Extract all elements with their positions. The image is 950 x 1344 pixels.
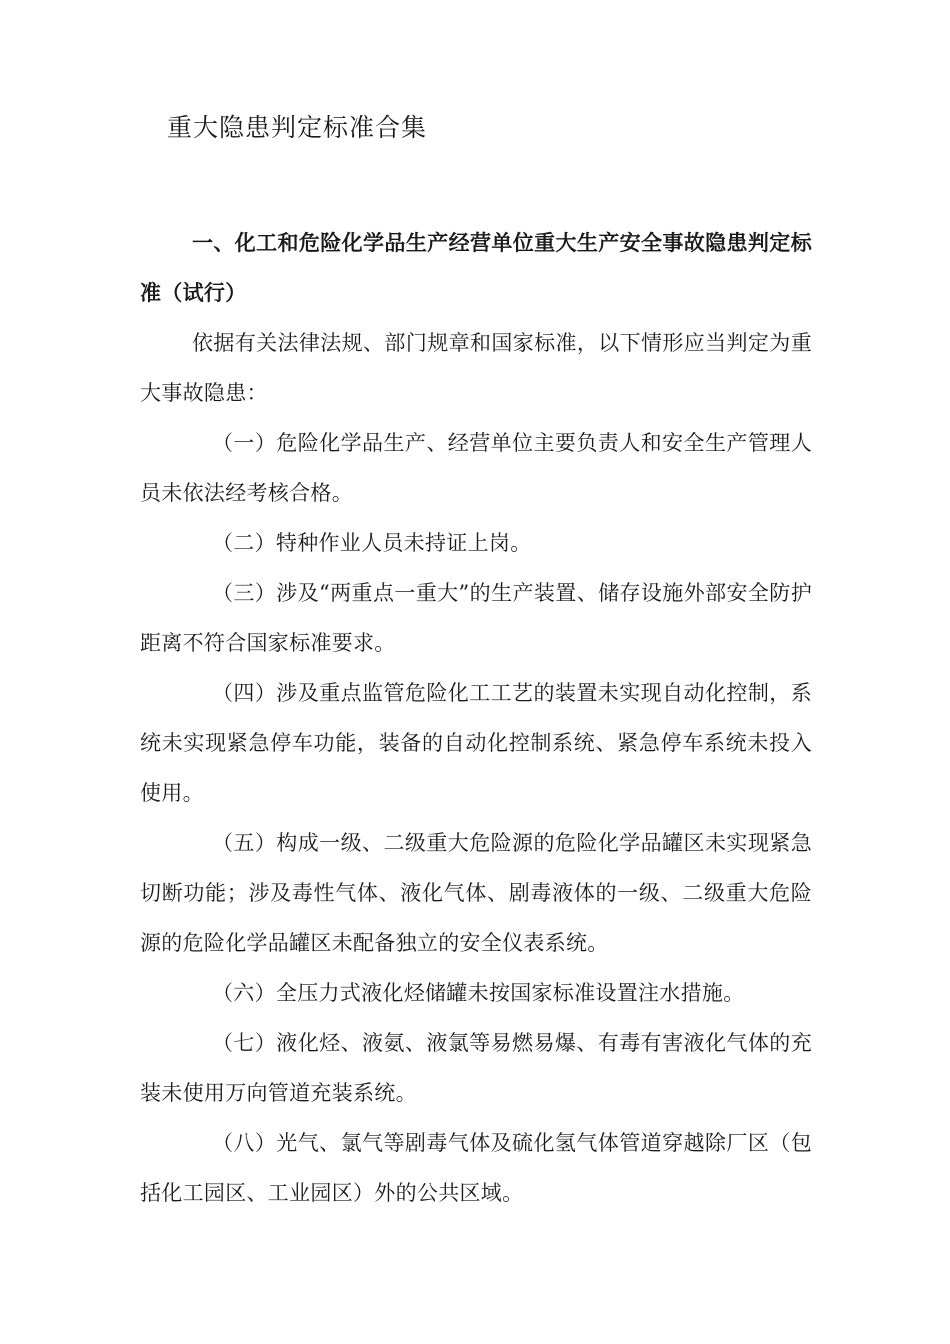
list-item-3: （三）涉及“两重点一重大”的生产装置、储存设施外部安全防护距离不符合国家标准要求。	[140, 581, 812, 655]
list-item-5: （五）构成一级、二级重大危险源的危险化学品罐区未实现紧急切断功能；涉及毒性气体、液化气体、剧毒液体的一级、二级重大危险源的危险化学品罐区未配备独立的安全仪表系统。	[140, 831, 812, 955]
document-body	[140, 218, 812, 1218]
section-heading: 一、化工和危险化学品生产经营单位重大生产安全事故隐患判定标准（试行）	[140, 231, 812, 305]
list-item-2: （二）特种作业人员未持证上岗。	[212, 531, 532, 555]
list-item-7: （七）液化烃、液氨、液氯等易燃易爆、有毒有害液化气体的充装未使用万向管道充装系统。	[140, 1031, 812, 1105]
list-item-1: （一）危险化学品生产、经营单位主要负责人和安全生产管理人员未依法经考核合格。	[140, 431, 812, 505]
document-title: 重大隐患判定标准合集	[167, 113, 428, 142]
list-item-8: （八）光气、氯气等剧毒气体及硫化氢气体管道穿越除厂区（包括化工园区、工业园区）外的公共区域。	[140, 1131, 812, 1205]
intro-paragraph: 依据有关法律法规、部门规章和国家标准，以下情形应当判定为重大事故隐患：	[140, 331, 812, 405]
list-item-6: （六）全压力式液化烃储罐未按国家标准设置注水措施。	[212, 981, 745, 1005]
list-item-4: （四）涉及重点监管危险化工工艺的装置未实现自动化控制，系统未实现紧急停车功能，装备的自动化控制系统、紧急停车系统未投入使用。	[140, 681, 812, 805]
